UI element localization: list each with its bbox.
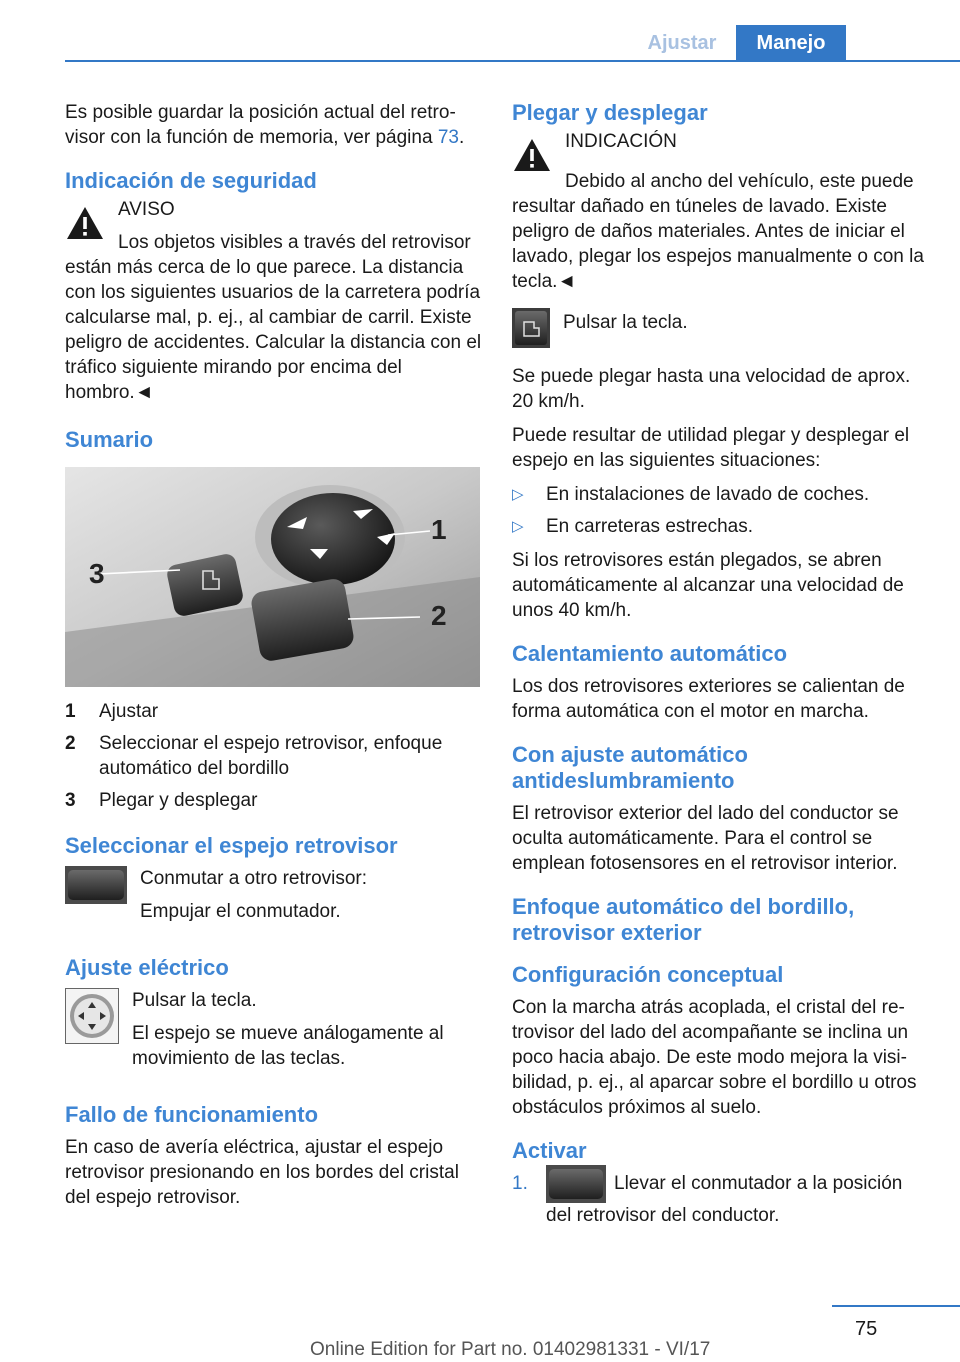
fold-auto-text: Si los retrovisores están plegados, se abren automáticamente al alcanzar una velocidad de unos 40 km/h. (512, 550, 904, 621)
mirror-selector-switch-icon (546, 1165, 606, 1203)
mirror-selector-switch-icon (65, 866, 127, 904)
triangle-bullet-icon: ▷ (512, 486, 524, 503)
legend-item: 3 Plegar y desplegar (65, 790, 258, 811)
electric-line-2: El espejo se mueve análogamente al movimiento de las teclas. (132, 1023, 444, 1069)
notice-block (512, 133, 932, 173)
tab-manejo[interactable]: Manejo (736, 25, 846, 60)
page-link[interactable]: 73 (437, 127, 459, 148)
direction-pad-icon (65, 988, 119, 1044)
list-item: ▷ En carreteras estrechas. (512, 516, 753, 537)
select-line-2: Empujar el conmutador. (140, 901, 341, 922)
select-mirror-row (65, 866, 483, 933)
curb-heading: Enfoque automático del bordillo, retrovisor exterior (512, 894, 855, 945)
failure-heading: Fallo de funcionamiento (65, 1102, 319, 1127)
heating-heading: Calentamiento automático (512, 641, 788, 666)
heating-text: Los dos retrovisores exteriores se calientan de forma automática con el motor en marcha. (512, 676, 905, 722)
svg-text:3: 3 (89, 558, 105, 589)
fold-key-row (512, 308, 932, 348)
svg-text:1: 1 (431, 514, 447, 545)
select-mirror-heading: Seleccionar el espejo retrovisor (65, 833, 398, 858)
warning-text: Los objetos visibles a través del retrovisor están más cerca de lo que parece. La distancia con los siguientes usuarios de la carretera podría calcularse mal, p. ej., al cambiar de carril. Existe peligro de accidentes. Calcular la distancia con el tráfico siguiente mirando por encima del hombro.◄ (65, 232, 482, 403)
list-item: ▷ En instalaciones de lavado de coches. (512, 484, 870, 505)
mirror-switch-photo (65, 467, 480, 687)
list-item: 1. Llevar el conmutador a la posición del retrovisor del conductor. (512, 1171, 932, 1228)
tab-ajustar[interactable]: Ajustar (647, 32, 717, 54)
failure-text: En caso de avería eléctrica, ajustar el espejo retrovisor presionando en los bordes del cristal del espejo retrovisor. (65, 1137, 459, 1208)
safety-heading: Indicación de seguridad (65, 168, 317, 193)
warning-triangle-icon (512, 137, 552, 173)
situations-list (512, 482, 932, 539)
edition-footer: Online Edition for Part no. 01402981331 - VI/17 (310, 1339, 711, 1360)
legend-item: 1 Ajustar (65, 701, 159, 722)
warning-label: AVISO (118, 199, 175, 220)
svg-text:2: 2 (431, 600, 447, 631)
left-column (65, 100, 483, 1219)
fold-press-text: Pulsar la tecla. (563, 312, 688, 333)
fold-heading: Plegar y desplegar (512, 100, 708, 125)
warning-triangle-icon (65, 205, 105, 241)
electric-row (65, 988, 483, 1080)
antiglare-heading: Con ajuste automático antideslumbramiento (512, 742, 748, 793)
right-column (512, 100, 932, 1237)
electric-heading: Ajuste eléctrico (65, 955, 229, 980)
antiglare-text: El retrovisor exterior del lado del conductor se oculta automáticamente. Para el control se emplean fotosensores en el retrovisor interior. (512, 803, 899, 874)
fold-mirror-key-icon (512, 308, 550, 348)
legend-item: 2 Seleccionar el espejo retrovisor, enfoque automático del bordillo (65, 733, 443, 779)
fold-speed-text: Se puede plegar hasta una velocidad de aprox. 20 km/h. (512, 366, 911, 412)
triangle-bullet-icon: ▷ (512, 518, 524, 535)
activate-steps (512, 1171, 932, 1228)
intro-paragraph: Es posible guardar la posición actual del retrovisor con la función de memoria, ver página 73. (65, 102, 465, 148)
photo-legend (65, 699, 483, 813)
overview-heading: Sumario (65, 427, 154, 452)
notice-text: Debido al ancho del vehículo, este puede resultar dañado en túneles de lavado. Existe peligro de daños materiales. Antes de iniciar el lavado, plegar los espejos manualmente o con la tecla.◄ (512, 171, 924, 292)
fold-useful-text: Puede resultar de utilidad plegar y desplegar el espejo en las siguientes situaciones: (512, 425, 910, 471)
header-rule (65, 60, 960, 62)
electric-line-1: Pulsar la tecla. (132, 990, 257, 1011)
select-line-1: Conmutar a otro retrovisor: (140, 868, 368, 889)
activate-heading: Activar (512, 1138, 587, 1163)
concept-text: Con la marcha atrás acoplada, el cristal del retrovisor del lado del acompañante se inclina un poco hacia abajo. De este modo mejora la visibilidad, p. ej., al aparcar sobre el bordillo u otros obstáculos próximos al suelo. (512, 997, 917, 1118)
footer-rule (832, 1305, 960, 1307)
notice-label: INDICACIÓN (565, 131, 677, 152)
concept-heading: Configuración conceptual (512, 962, 784, 987)
page-number: 75 (855, 1318, 878, 1340)
